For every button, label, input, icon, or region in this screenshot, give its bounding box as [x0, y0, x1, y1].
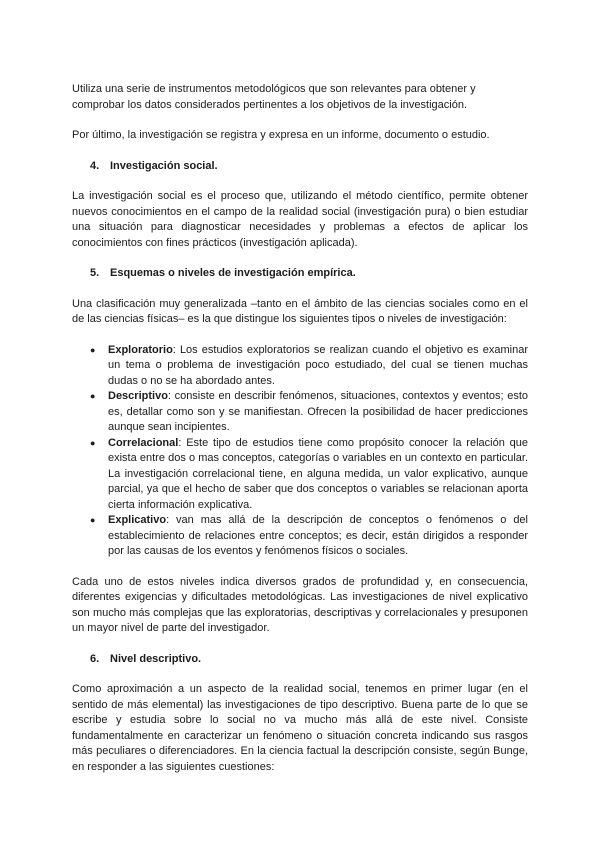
intro-paragraph-2: Por último, la investigación se registra y expresa en un informe, documento o estudio.: [72, 129, 490, 141]
section-6-heading: [72, 652, 528, 668]
section-5-heading: [72, 266, 528, 282]
list-item-explicativo: [72, 513, 528, 560]
bullet-icon: ●: [90, 391, 96, 401]
desc-exploratorio: : Los estudios exploratorios se realizan cuando el objetivo es examinar un tema o problema de investigación poco estudiado, del cual se tienen muchas dudas o no se ha abordado antes.: [108, 343, 528, 387]
term-explicativo: Explicativo: [108, 514, 167, 526]
section-4-body: La investigación social es el proceso que, utilizando el método científico, permite obtener nuevos conocimientos en el campo de la realidad social (investigación pura) o bien estudiar una situación para diagnosticar necesidades y problemas a efectos de aplicar los conocimientos con fines prácticos (investigación aplicada).: [72, 190, 528, 249]
desc-explicativo: : van mas allá de la descripción de conceptos o fenómenos o del establecimiento de relaciones entre conceptos; es decir, están dirigidos a responder por las causas de los eventos y fenómenos físicos o sociales.: [108, 514, 528, 557]
bullet-icon: ●: [90, 344, 96, 355]
section-6-number: 6.: [90, 652, 100, 665]
section-6-body: Como aproximación a un aspecto de la realidad social, tenemos en primer lugar (en el sentido de más elemental) las investigaciones de tipo descriptivo. Buena parte de lo que se escribe y estudia sobre lo social no va mucho más allá de este nivel. Consiste fundamentalmente en caracterizar un fenómeno o situación concreta indicando sus rasgos más peculiares o diferenciadores. En la ciencia factual la descripción consiste, según Bunge, en responder a las siguientes cuestiones:: [72, 683, 528, 773]
term-descriptivo: Descriptivo: [108, 390, 168, 402]
bullet-icon: ●: [90, 437, 96, 448]
section-5-closing: Cada uno de estos niveles indica diversos grados de profundidad y, en consecuencia, diferentes exigencias y dificultades metodológicas. Las investigaciones de nivel explicativo son mucho más complejas que las exploratorias, descriptivas y correlacionales y presuponen un mayor nivel de parte del investigador.: [72, 575, 528, 634]
section-4-heading: [72, 159, 528, 175]
list-item-exploratorio: [72, 343, 528, 390]
term-exploratorio: Exploratorio: [108, 343, 173, 356]
section-5-number: 5.: [90, 267, 100, 279]
section-6-title: Nivel descriptivo.: [110, 652, 202, 665]
section-4-title: Investigación social.: [110, 159, 218, 172]
section-5-title: Esquemas o niveles de investigación empírica.: [110, 267, 356, 279]
section-5-intro: Una clasificación muy generalizada –tanto en el ámbito de las ciencias sociales como en el de las ciencias físicas– es la que distingue los siguientes tipos o niveles de investigación:: [72, 297, 528, 325]
desc-descriptivo: : consiste en describir fenómenos, situaciones, contextos y eventos; esto es, detallar como son y se manifiestan. Ofrecen la posibilidad de hacer predicciones aunque sean incipientes.: [108, 390, 528, 433]
bullet-icon: ●: [90, 515, 96, 525]
intro-paragraph-1: Utiliza una serie de instrumentos metodológicos que son relevantes para obtener y comprobar los datos considerados pertinentes a los objetivos de la investigación.: [72, 83, 476, 111]
term-correlacional: Correlacional: [108, 436, 179, 449]
levels-list: [72, 343, 528, 560]
section-4-number: 4.: [90, 159, 100, 172]
document-page: [72, 82, 528, 775]
desc-correlacional: : Este tipo de estudios tiene como propósito conocer la relación que exista entre dos o mas conceptos, categorías o variables en un contexto en particular. La investigación correlacional tiene, en alguna medida, un valor explicativo, aunque parcial, ya que el hecho de saber que dos conceptos o variables se relacionan aporta cierta información explicativa.: [108, 436, 528, 511]
list-item-descriptivo: [72, 389, 528, 436]
list-item-correlacional: [72, 436, 528, 514]
